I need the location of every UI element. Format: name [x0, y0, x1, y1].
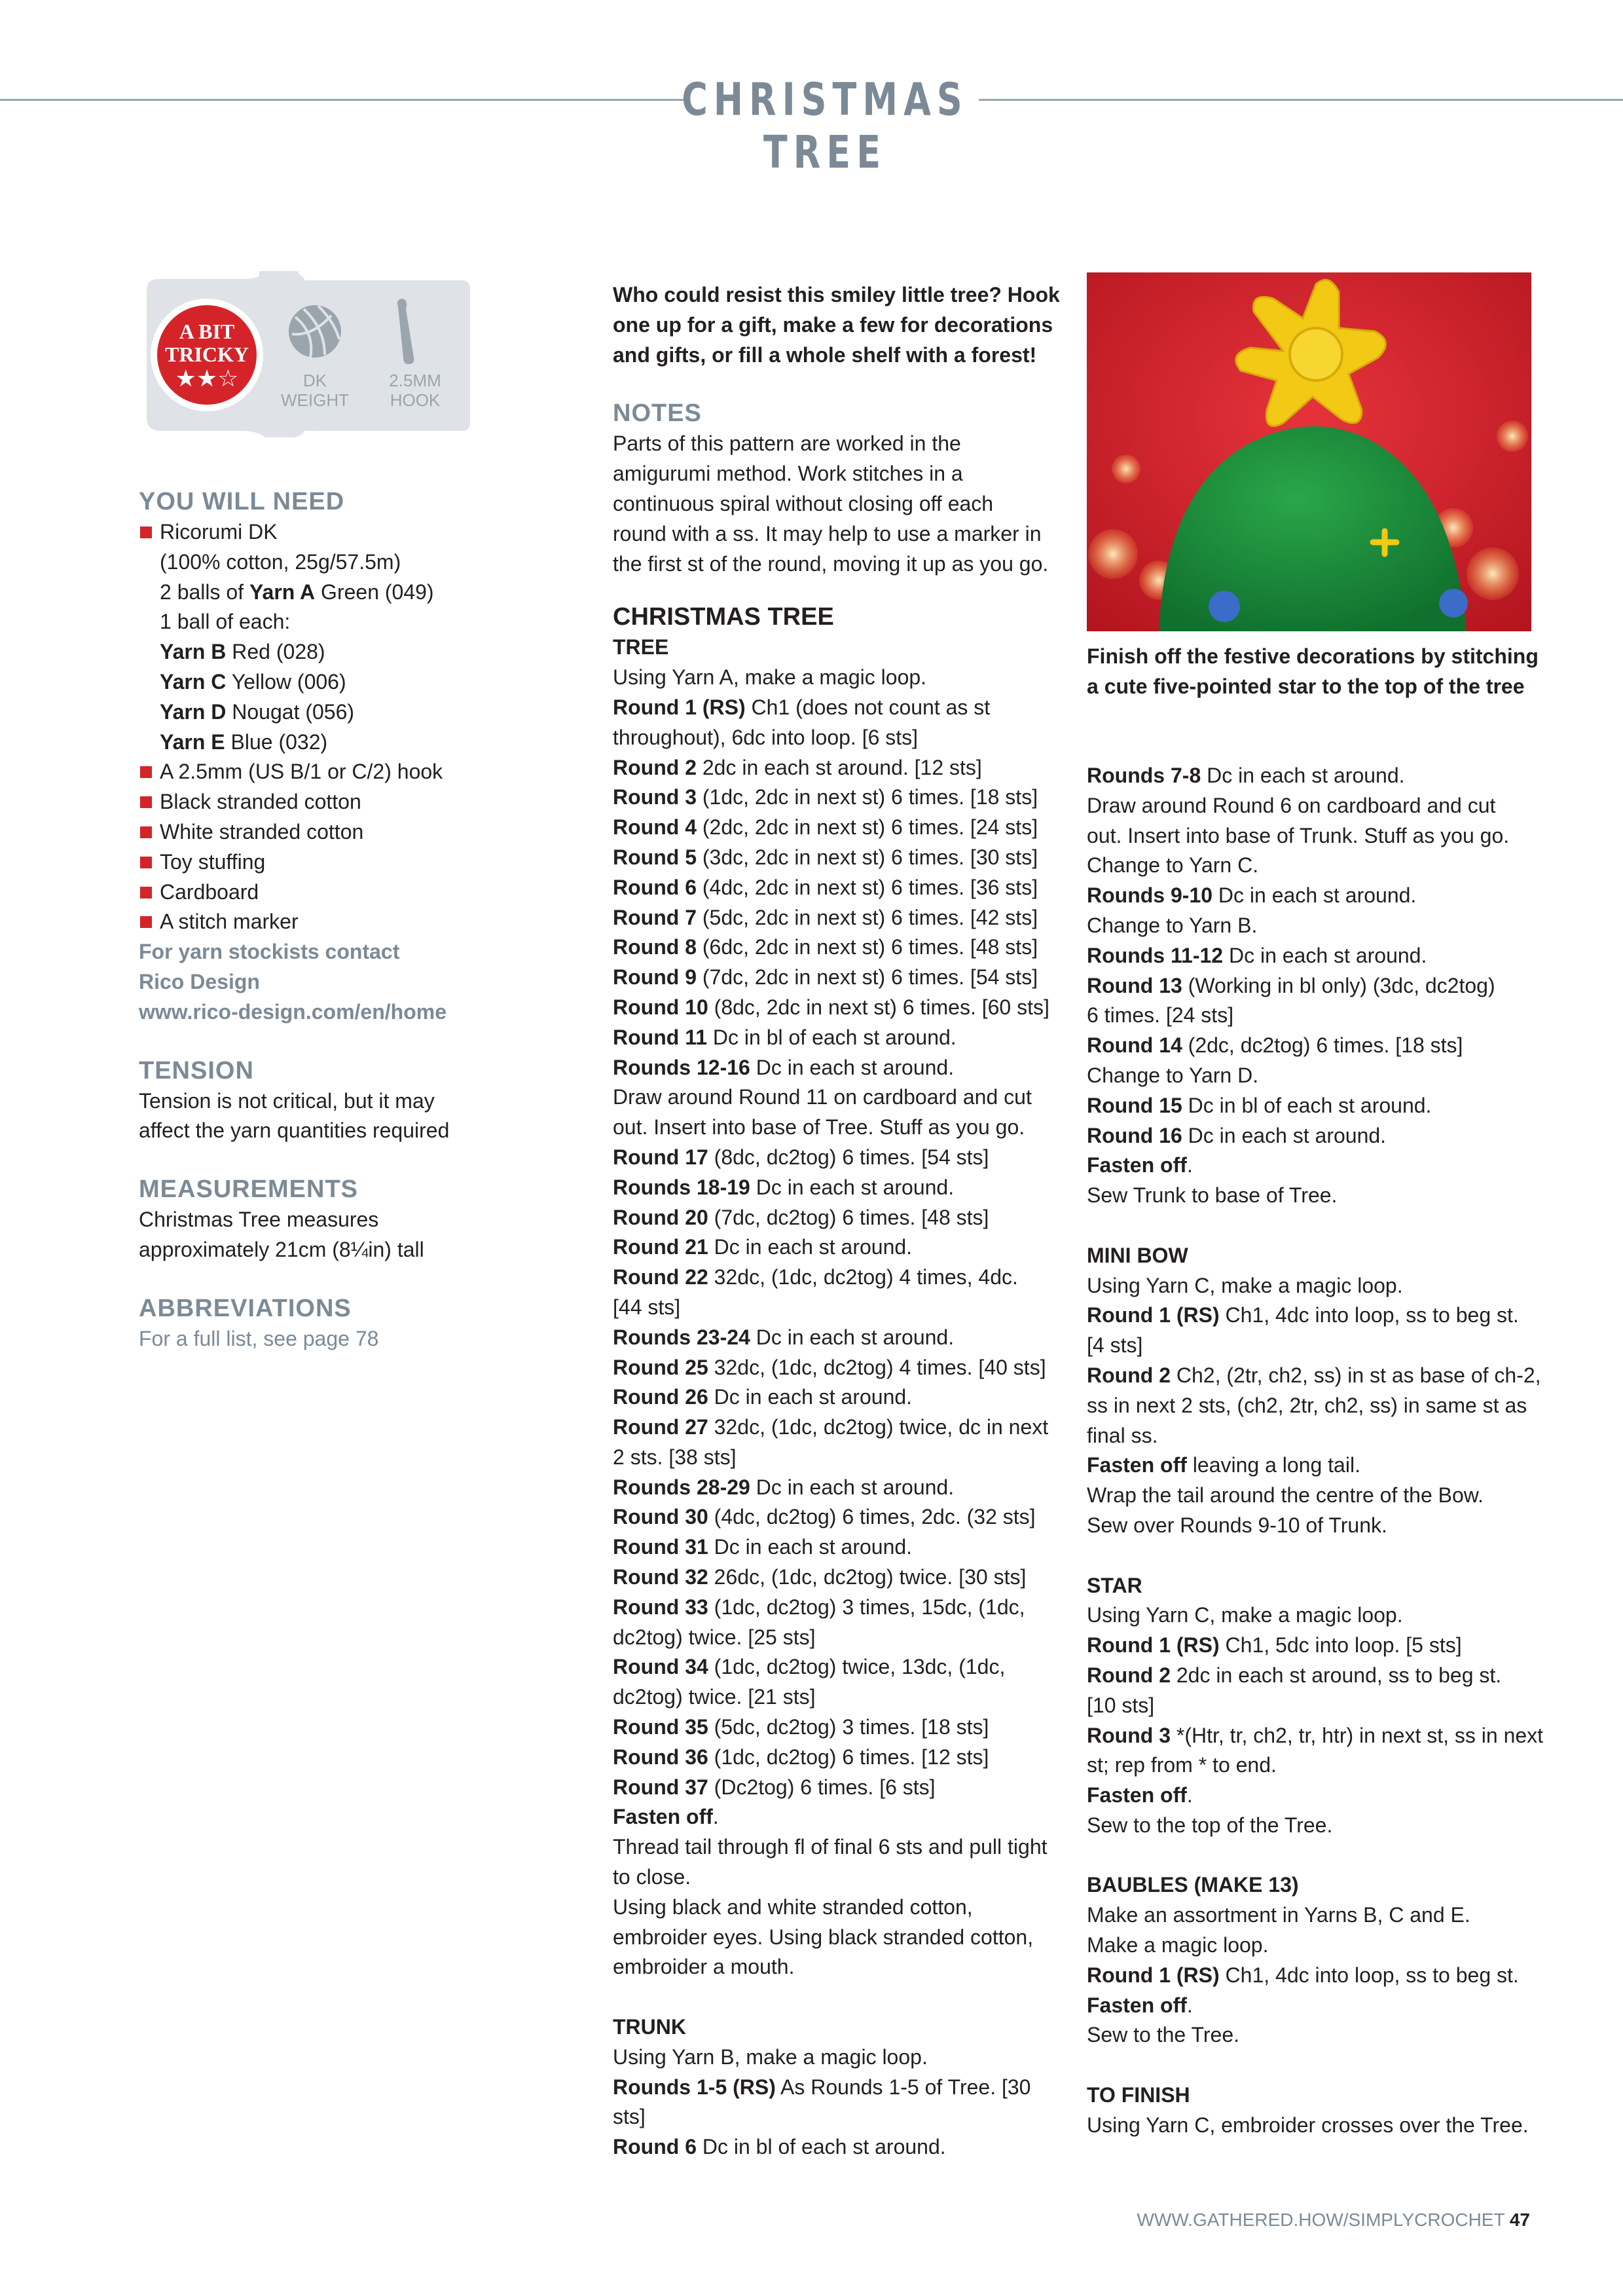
- row-label: Round 20: [613, 1205, 708, 1229]
- row-text: Change to Yarn D.: [1087, 1063, 1259, 1087]
- instruction-row: [613, 1232, 1065, 1263]
- row-text: embroider eyes. Using black stranded cotton,: [613, 1925, 1034, 1949]
- row-text: embroider a mouth.: [613, 1955, 795, 1979]
- row-text: 2dc in each st around. [12 sts]: [696, 755, 982, 779]
- notes-line: round with a ss. It may help to use a marker in: [613, 521, 1042, 546]
- row-text: throughout), 6dc into loop. [6 sts]: [613, 725, 919, 749]
- instruction-row: [1087, 1271, 1545, 1301]
- row-label: Round 3: [1087, 1723, 1171, 1747]
- instruction-row: [613, 1862, 1065, 1893]
- stockists-name: Rico Design: [139, 969, 260, 993]
- instruction-row: [1087, 2020, 1545, 2050]
- intro-line: and gifts, or fill a whole shelf with a forest!: [613, 343, 1037, 367]
- instruction-row: [613, 1593, 1065, 1623]
- instruction-row: [1087, 1061, 1545, 1091]
- row-text: Sew over Rounds 9-10 of Trunk.: [1087, 1513, 1387, 1537]
- mini-bow-heading: MINI BOW: [1087, 1243, 1188, 1267]
- row-text: Dc in each st around.: [1213, 883, 1417, 908]
- tree-photo: [1087, 272, 1531, 631]
- instruction-row: [613, 1053, 1065, 1083]
- instruction-row: [1087, 1031, 1545, 1061]
- instruction-row: [1087, 2111, 1545, 2141]
- row-label: Round 6: [613, 875, 697, 899]
- instruction-row: [613, 1893, 1065, 1923]
- row-label: Round 21: [613, 1235, 708, 1259]
- row-text: Ch1 (does not count as st: [745, 695, 991, 719]
- sidebar-column: [139, 486, 505, 1354]
- row-text: (7dc, 2dc in next st) 6 times. [54 sts]: [696, 965, 1038, 990]
- row-text: (4dc, 2dc in next st) 6 times. [36 sts]: [696, 875, 1038, 899]
- row-label: Round 1 (RS): [1087, 1303, 1220, 1327]
- instruction-row: [1087, 971, 1545, 1001]
- row-label: Round 8: [613, 935, 697, 959]
- row-text: Ch1, 5dc into loop. [5 sts]: [1219, 1633, 1462, 1657]
- instruction-row: [613, 1382, 1065, 1413]
- abbreviations-text: For a full list, see page 78: [139, 1326, 379, 1350]
- instruction-row: [613, 2043, 1065, 2073]
- row-label: Round 22: [613, 1265, 708, 1289]
- row-text: Make a magic loop.: [1087, 1933, 1269, 1957]
- instruction-row: [1087, 1931, 1545, 1961]
- instruction-row: [613, 1113, 1065, 1143]
- row-text: Thread tail through fl of final 6 sts and pull tight: [613, 1835, 1048, 1859]
- row-text: Sew to the top of the Tree.: [1087, 1813, 1333, 1837]
- row-text: dc2tog) twice. [25 sts]: [613, 1625, 816, 1649]
- row-text: Draw around Round 11 on cardboard and cut: [613, 1085, 1032, 1109]
- row-label: Round 37: [613, 1775, 708, 1799]
- christmas-tree-heading: CHRISTMAS TREE: [613, 603, 834, 631]
- notes-heading: NOTES: [613, 399, 702, 428]
- instruction-row: [613, 1413, 1065, 1443]
- row-text: Dc in bl of each st around.: [707, 1025, 957, 1049]
- instruction-row: [613, 693, 1065, 723]
- header-rule-right: [979, 99, 1623, 101]
- instruction-row: [1087, 821, 1545, 851]
- row-text: Using Yarn C, make a magic loop.: [1087, 1273, 1403, 1297]
- row-text: (5dc, dc2tog) 3 times. [18 sts]: [708, 1715, 989, 1739]
- row-text: Dc in bl of each st around.: [1182, 1093, 1432, 1117]
- instruction-row: [1087, 1811, 1545, 1841]
- instruction-row: [1087, 1961, 1545, 1991]
- row-label: Rounds 9-10: [1087, 883, 1213, 908]
- measurements-heading: MEASUREMENTS: [139, 1176, 359, 1204]
- row-label: Rounds 12-16: [613, 1055, 750, 1079]
- instruction-row: [1087, 1181, 1545, 1211]
- row-text: Sew to the Tree.: [1087, 2023, 1240, 2047]
- instruction-row: [1087, 1900, 1545, 1931]
- row-text: (1dc, dc2tog) twice, 13dc, (1dc,: [708, 1655, 1006, 1679]
- tension-heading: TENSION: [139, 1056, 254, 1084]
- difficulty-stars: ★★☆: [175, 365, 239, 392]
- row-label: Round 1 (RS): [1087, 1633, 1220, 1657]
- row-label: Fasten off: [613, 1805, 713, 1829]
- row-text: Using Yarn C, embroider crosses over the Tree.: [1087, 2113, 1529, 2137]
- instruction-row: [1087, 1001, 1545, 1031]
- row-text: Using Yarn C, make a magic loop.: [1087, 1603, 1403, 1627]
- row-label: Round 15: [1087, 1093, 1182, 1117]
- instruction-row: [1087, 941, 1545, 971]
- notes-line: the first st of the round, moving it up as you go.: [613, 551, 1049, 576]
- row-text: Dc in each st around.: [750, 1475, 955, 1499]
- instruction-row: [613, 1023, 1065, 1053]
- instruction-row: [613, 933, 1065, 963]
- intro-line: Who could resist this smiley little tree? Hook: [613, 283, 1060, 306]
- row-text: .: [1186, 1993, 1193, 2017]
- instruction-row: [613, 813, 1065, 843]
- yarn-b-line: Yarn B Red (028): [160, 640, 325, 664]
- each-line: 1 ball of each:: [160, 610, 291, 634]
- row-text: Dc in each st around.: [1182, 1123, 1387, 1147]
- baubles-instructions: [1087, 1900, 1545, 2050]
- row-label: Round 13: [1087, 973, 1182, 997]
- row-label: Round 26: [613, 1385, 708, 1409]
- row-label: Round 1 (RS): [613, 695, 746, 719]
- row-text: Dc in each st around.: [1223, 943, 1427, 967]
- row-label: Round 4: [613, 815, 697, 840]
- row-label: Round 30: [613, 1505, 708, 1529]
- instruction-row: [613, 1083, 1065, 1113]
- difficulty-line2: TRICKY: [164, 343, 249, 366]
- instruction-row: [613, 1623, 1065, 1653]
- instruction-row: [1087, 791, 1545, 821]
- row-label: Round 31: [613, 1535, 708, 1559]
- stockists-line: For yarn stockists contact: [139, 940, 400, 964]
- measurements-text: approximately 21cm (8¼in) tall: [139, 1237, 424, 1261]
- weight-line2: WEIGHT: [281, 390, 349, 410]
- instruction-row: [1087, 1091, 1545, 1121]
- instruction-row: [613, 663, 1065, 693]
- row-text: 6 times. [24 sts]: [1087, 1003, 1234, 1028]
- row-text: (5dc, 2dc in next st) 6 times. [42 sts]: [696, 905, 1038, 929]
- stockists-link[interactable]: www.rico-design.com/en/home: [139, 999, 447, 1024]
- row-label: Round 36: [613, 1745, 708, 1769]
- row-text: Dc in each st around.: [708, 1535, 913, 1559]
- instruction-row: [613, 1263, 1065, 1293]
- row-label: Fasten off: [1087, 1783, 1187, 1807]
- instruction-row: [1087, 1721, 1545, 1751]
- row-label: Rounds 23-24: [613, 1325, 750, 1349]
- list-item: White stranded cotton: [139, 817, 505, 847]
- instruction-row: [1087, 1601, 1545, 1631]
- to-finish-instructions: [1087, 2111, 1545, 2141]
- header-rule-left: [0, 99, 687, 101]
- row-text: (3dc, 2dc in next st) 6 times. [30 sts]: [696, 845, 1038, 869]
- instruction-row: [613, 1502, 1065, 1532]
- yarn-ball-icon: [289, 305, 341, 358]
- instruction-row: [613, 873, 1065, 903]
- row-text: to close.: [613, 1865, 691, 1889]
- row-label: Round 34: [613, 1655, 708, 1679]
- you-will-need-heading: YOU WILL NEED: [139, 488, 345, 515]
- instruction-row: [613, 1923, 1065, 1953]
- row-label: Round 33: [613, 1595, 708, 1619]
- row-text: out. Insert into base of Trunk. Stuff as you go.: [1087, 823, 1510, 847]
- row-text: Dc in each st around.: [708, 1385, 913, 1409]
- instruction-row: [613, 1143, 1065, 1173]
- row-text: 2 sts. [38 sts]: [613, 1445, 737, 1469]
- row-text: [44 sts]: [613, 1295, 681, 1319]
- row-text: 32dc, (1dc, dc2tog) twice, dc in next: [708, 1415, 1049, 1439]
- instruction-row: [613, 1323, 1065, 1353]
- instruction-row: [613, 783, 1065, 813]
- row-label: Round 9: [613, 965, 697, 990]
- instruction-row: [613, 1173, 1065, 1203]
- list-item: Toy stuffing: [139, 847, 505, 878]
- row-label: Round 35: [613, 1715, 708, 1739]
- instruction-row: [1087, 1781, 1545, 1811]
- row-text: (7dc, dc2tog) 6 times. [48 sts]: [708, 1205, 989, 1229]
- row-text: Dc in each st around.: [750, 1055, 955, 1079]
- row-label: Round 10: [613, 995, 708, 1019]
- row-text: Dc in bl of each st around.: [696, 2135, 946, 2159]
- row-text: *(Htr, tr, ch2, tr, htr) in next st, ss in next: [1170, 1723, 1544, 1747]
- mini-bow-instructions: [1087, 1271, 1545, 1541]
- row-text: (1dc, 2dc in next st) 6 times. [18 sts]: [696, 785, 1038, 809]
- instruction-row: [613, 2073, 1065, 2133]
- row-label: Rounds 7-8: [1087, 764, 1201, 787]
- row-text: (2dc, 2dc in next st) 6 times. [24 sts]: [696, 815, 1038, 840]
- row-text: 2dc in each st around, ss to beg st.: [1170, 1663, 1502, 1687]
- instruction-row: [1087, 881, 1545, 911]
- instruction-row: [613, 1713, 1065, 1743]
- row-text: Dc in each st around.: [708, 1235, 913, 1259]
- instruction-row: [613, 843, 1065, 873]
- instruction-row: [613, 1473, 1065, 1503]
- instruction-row: [613, 1682, 1065, 1713]
- instruction-row: [1087, 1631, 1545, 1661]
- row-label: Round 2: [1087, 1663, 1171, 1687]
- row-text: 26dc, (1dc, dc2tog) twice. [30 sts]: [708, 1565, 1027, 1589]
- row-label: Rounds 11-12: [1087, 943, 1224, 967]
- row-text: Ch2, (2tr, ch2, ss) in st as base of ch-2,: [1170, 1363, 1541, 1387]
- right-column: [1087, 761, 1545, 2141]
- row-text: (1dc, dc2tog) 6 times. [12 sts]: [708, 1745, 989, 1769]
- yarn-e-line: Yarn E Blue (032): [160, 730, 328, 754]
- page-title: CHRISTMAS TREE: [682, 73, 968, 179]
- row-text: (8dc, 2dc in next st) 6 times. [60 sts]: [708, 995, 1049, 1019]
- star-instructions: [1087, 1601, 1545, 1840]
- page-number: 47: [1509, 2210, 1530, 2230]
- instruction-row: [1087, 1511, 1545, 1541]
- photo-caption: [1087, 642, 1545, 702]
- row-text: (8dc, dc2tog) 6 times. [54 sts]: [708, 1145, 989, 1169]
- instruction-row: [613, 1353, 1065, 1383]
- yarn-c-line: Yarn C Yellow (006): [160, 669, 346, 694]
- baubles-heading: BAUBLES (MAKE 13): [1087, 1873, 1299, 1897]
- yarn-d-line: Yarn D Nougat (056): [160, 699, 355, 724]
- instruction-row: [1087, 761, 1545, 791]
- instruction-row: [1087, 1391, 1545, 1421]
- list-item: Black stranded cotton: [139, 787, 505, 817]
- tension-text: Tension is not critical, but it may: [139, 1088, 435, 1113]
- instruction-row: [613, 1773, 1065, 1803]
- footer-url[interactable]: WWW.GATHERED.HOW/SIMPLYCROCHET: [1137, 2210, 1505, 2230]
- list-item: A 2.5mm (US B/1 or C/2) hook: [139, 757, 505, 787]
- instruction-row: [613, 963, 1065, 993]
- row-label: Round 25: [613, 1355, 708, 1379]
- row-text: (6dc, 2dc in next st) 6 times. [48 sts]: [696, 935, 1038, 959]
- row-text: ss in next 2 sts, (ch2, 2tr, ch2, ss) in same st as: [1087, 1393, 1527, 1417]
- list-item: Cardboard: [139, 878, 505, 908]
- tension-text: affect the yarn quantities required: [139, 1119, 450, 1143]
- row-text: .: [712, 1805, 719, 1829]
- row-text: Wrap the tail around the centre of the Bow.: [1087, 1483, 1484, 1508]
- instruction-row: [613, 993, 1065, 1023]
- yarn-detail: (100% cotton, 25g/57.5m): [160, 549, 401, 574]
- row-text: Change to Yarn C.: [1087, 853, 1259, 878]
- tree-subheading: TREE: [613, 635, 669, 659]
- row-text: 32dc, (1dc, dc2tog) 4 times, 4dc.: [708, 1265, 1018, 1289]
- instruction-row: [1087, 1481, 1545, 1511]
- row-text: (2dc, dc2tog) 6 times. [18 sts]: [1182, 1033, 1463, 1058]
- row-text: .: [1186, 1783, 1193, 1807]
- row-text: Change to Yarn B.: [1087, 913, 1258, 937]
- row-label: Rounds 1-5 (RS): [613, 2075, 776, 2099]
- row-label: Rounds 28-29: [613, 1475, 750, 1499]
- row-label: Fasten off: [1087, 1453, 1187, 1477]
- instruction-row: [613, 1652, 1065, 1682]
- instruction-row: [1087, 1750, 1545, 1781]
- instruction-row: [1087, 1301, 1545, 1331]
- trunk-heading: TRUNK: [613, 2015, 686, 2039]
- row-label: Round 3: [613, 785, 697, 809]
- row-text: Dc in each st around.: [750, 1325, 955, 1349]
- row-label: Round 27: [613, 1415, 708, 1439]
- row-text: As Rounds 1-5 of Tree. [30 sts]: [613, 2075, 1031, 2129]
- row-label: Round 14: [1087, 1033, 1182, 1058]
- instruction-row: [613, 2132, 1065, 2162]
- instruction-row: [1087, 851, 1545, 881]
- list-item: Ricorumi DK: [139, 517, 505, 547]
- caption-line: a cute five-pointed star to the top of the tree: [1087, 674, 1525, 698]
- row-label: Round 6: [613, 2135, 697, 2159]
- to-finish-heading: TO FINISH: [1087, 2083, 1190, 2107]
- instruction-row: [613, 1532, 1065, 1563]
- instruction-row: [613, 753, 1065, 783]
- difficulty-badge: [135, 271, 475, 440]
- instruction-row: [613, 723, 1065, 753]
- row-text: Sew Trunk to base of Tree.: [1087, 1183, 1338, 1208]
- row-text: Ch1, 4dc into loop, ss to beg st.: [1219, 1963, 1519, 1987]
- row-text: Using Yarn B, make a magic loop.: [613, 2045, 928, 2069]
- row-text: [4 sts]: [1087, 1333, 1143, 1358]
- intro-line: one up for a gift, make a few for decorations: [613, 312, 1053, 337]
- instruction-row: [1087, 1121, 1545, 1151]
- list-item: A stitch marker: [139, 907, 505, 937]
- row-label: Round 2: [613, 755, 697, 779]
- instruction-row: [613, 1743, 1065, 1773]
- instruction-row: [613, 903, 1065, 933]
- row-text: [10 sts]: [1087, 1693, 1155, 1717]
- instruction-row: [1087, 1451, 1545, 1481]
- hook-line1: 2.5MM: [389, 371, 441, 390]
- instruction-row: [613, 1203, 1065, 1233]
- instruction-row: [1087, 1421, 1545, 1451]
- caption-line: Finish off the festive decorations by stitching: [1087, 644, 1539, 668]
- instruction-row: [1087, 1661, 1545, 1691]
- star-heading: STAR: [1087, 1573, 1142, 1597]
- instruction-row: [1087, 1151, 1545, 1181]
- row-label: Round 2: [1087, 1363, 1171, 1387]
- instruction-row: [613, 1443, 1065, 1473]
- hook-line2: HOOK: [390, 390, 441, 410]
- notes-line: Parts of this pattern are worked in the: [613, 432, 961, 456]
- row-label: Fasten off: [1087, 1993, 1187, 2017]
- row-text: (4dc, dc2tog) 6 times, 2dc. (32 sts]: [708, 1505, 1036, 1529]
- yarn-a-line: 2 balls of Yarn A Green (049): [160, 580, 434, 604]
- instruction-row: [613, 1832, 1065, 1862]
- row-text: st; rep from * to end.: [1087, 1753, 1277, 1777]
- row-text: Dc in each st around.: [750, 1175, 955, 1199]
- row-text: final ss.: [1087, 1423, 1158, 1447]
- instruction-row: [1087, 911, 1545, 941]
- tree-instructions: [613, 663, 1065, 1982]
- row-text: leaving a long tail.: [1186, 1453, 1360, 1477]
- measurements-text: Christmas Tree measures: [139, 1208, 379, 1232]
- abbreviations-heading: ABBREVIATIONS: [139, 1294, 352, 1322]
- row-text: (1dc, dc2tog) 3 times, 15dc, (1dc,: [708, 1595, 1025, 1619]
- row-label: Rounds 18-19: [613, 1175, 750, 1199]
- instruction-row: [613, 1802, 1065, 1832]
- instruction-row: [613, 1563, 1065, 1593]
- instruction-row: [1087, 1331, 1545, 1361]
- notes-line: amigurumi method. Work stitches in a: [613, 462, 963, 486]
- instruction-row: [613, 1952, 1065, 1982]
- instruction-row: [1087, 1991, 1545, 2021]
- trunk-instructions: [613, 2043, 1065, 2162]
- footer: [1137, 2210, 1531, 2231]
- row-label: Round 16: [1087, 1123, 1182, 1147]
- notes-line: continuous spiral without closing off each: [613, 491, 994, 515]
- row-text: Ch1, 4dc into loop, ss to beg st.: [1219, 1303, 1519, 1327]
- row-label: Round 1 (RS): [1087, 1963, 1220, 1987]
- row-text: Draw around Round 6 on cardboard and cut: [1087, 793, 1496, 817]
- row-label: Round 7: [613, 905, 697, 929]
- trunk-continued: [1087, 761, 1545, 1211]
- row-text: .: [1186, 1153, 1193, 1177]
- row-text: Dc in each st around.: [1201, 764, 1405, 787]
- row-text: Using Yarn A, make a magic loop.: [613, 665, 927, 690]
- main-column: [613, 280, 1065, 2162]
- row-text: Make an assortment in Yarns B, C and E.: [1087, 1903, 1470, 1927]
- difficulty-line1: A BIT: [179, 320, 235, 343]
- instruction-row: [1087, 1361, 1545, 1391]
- row-label: Round 5: [613, 845, 697, 869]
- row-label: Round 17: [613, 1145, 708, 1169]
- row-text: 32dc, (1dc, dc2tog) 4 times. [40 sts]: [708, 1355, 1046, 1379]
- row-label: Round 11: [613, 1025, 708, 1049]
- weight-line1: DK: [302, 371, 327, 390]
- row-label: Round 32: [613, 1565, 708, 1589]
- row-text: (Working in bl only) (3dc, dc2tog): [1182, 973, 1495, 997]
- instruction-row: [1087, 1691, 1545, 1721]
- row-label: Fasten off: [1087, 1153, 1187, 1177]
- instruction-row: [613, 1293, 1065, 1323]
- row-text: (Dc2tog) 6 times. [6 sts]: [708, 1775, 936, 1799]
- row-text: out. Insert into base of Tree. Stuff as you go.: [613, 1115, 1025, 1139]
- row-text: dc2tog) twice. [21 sts]: [613, 1685, 816, 1709]
- row-text: Using black and white stranded cotton,: [613, 1895, 973, 1919]
